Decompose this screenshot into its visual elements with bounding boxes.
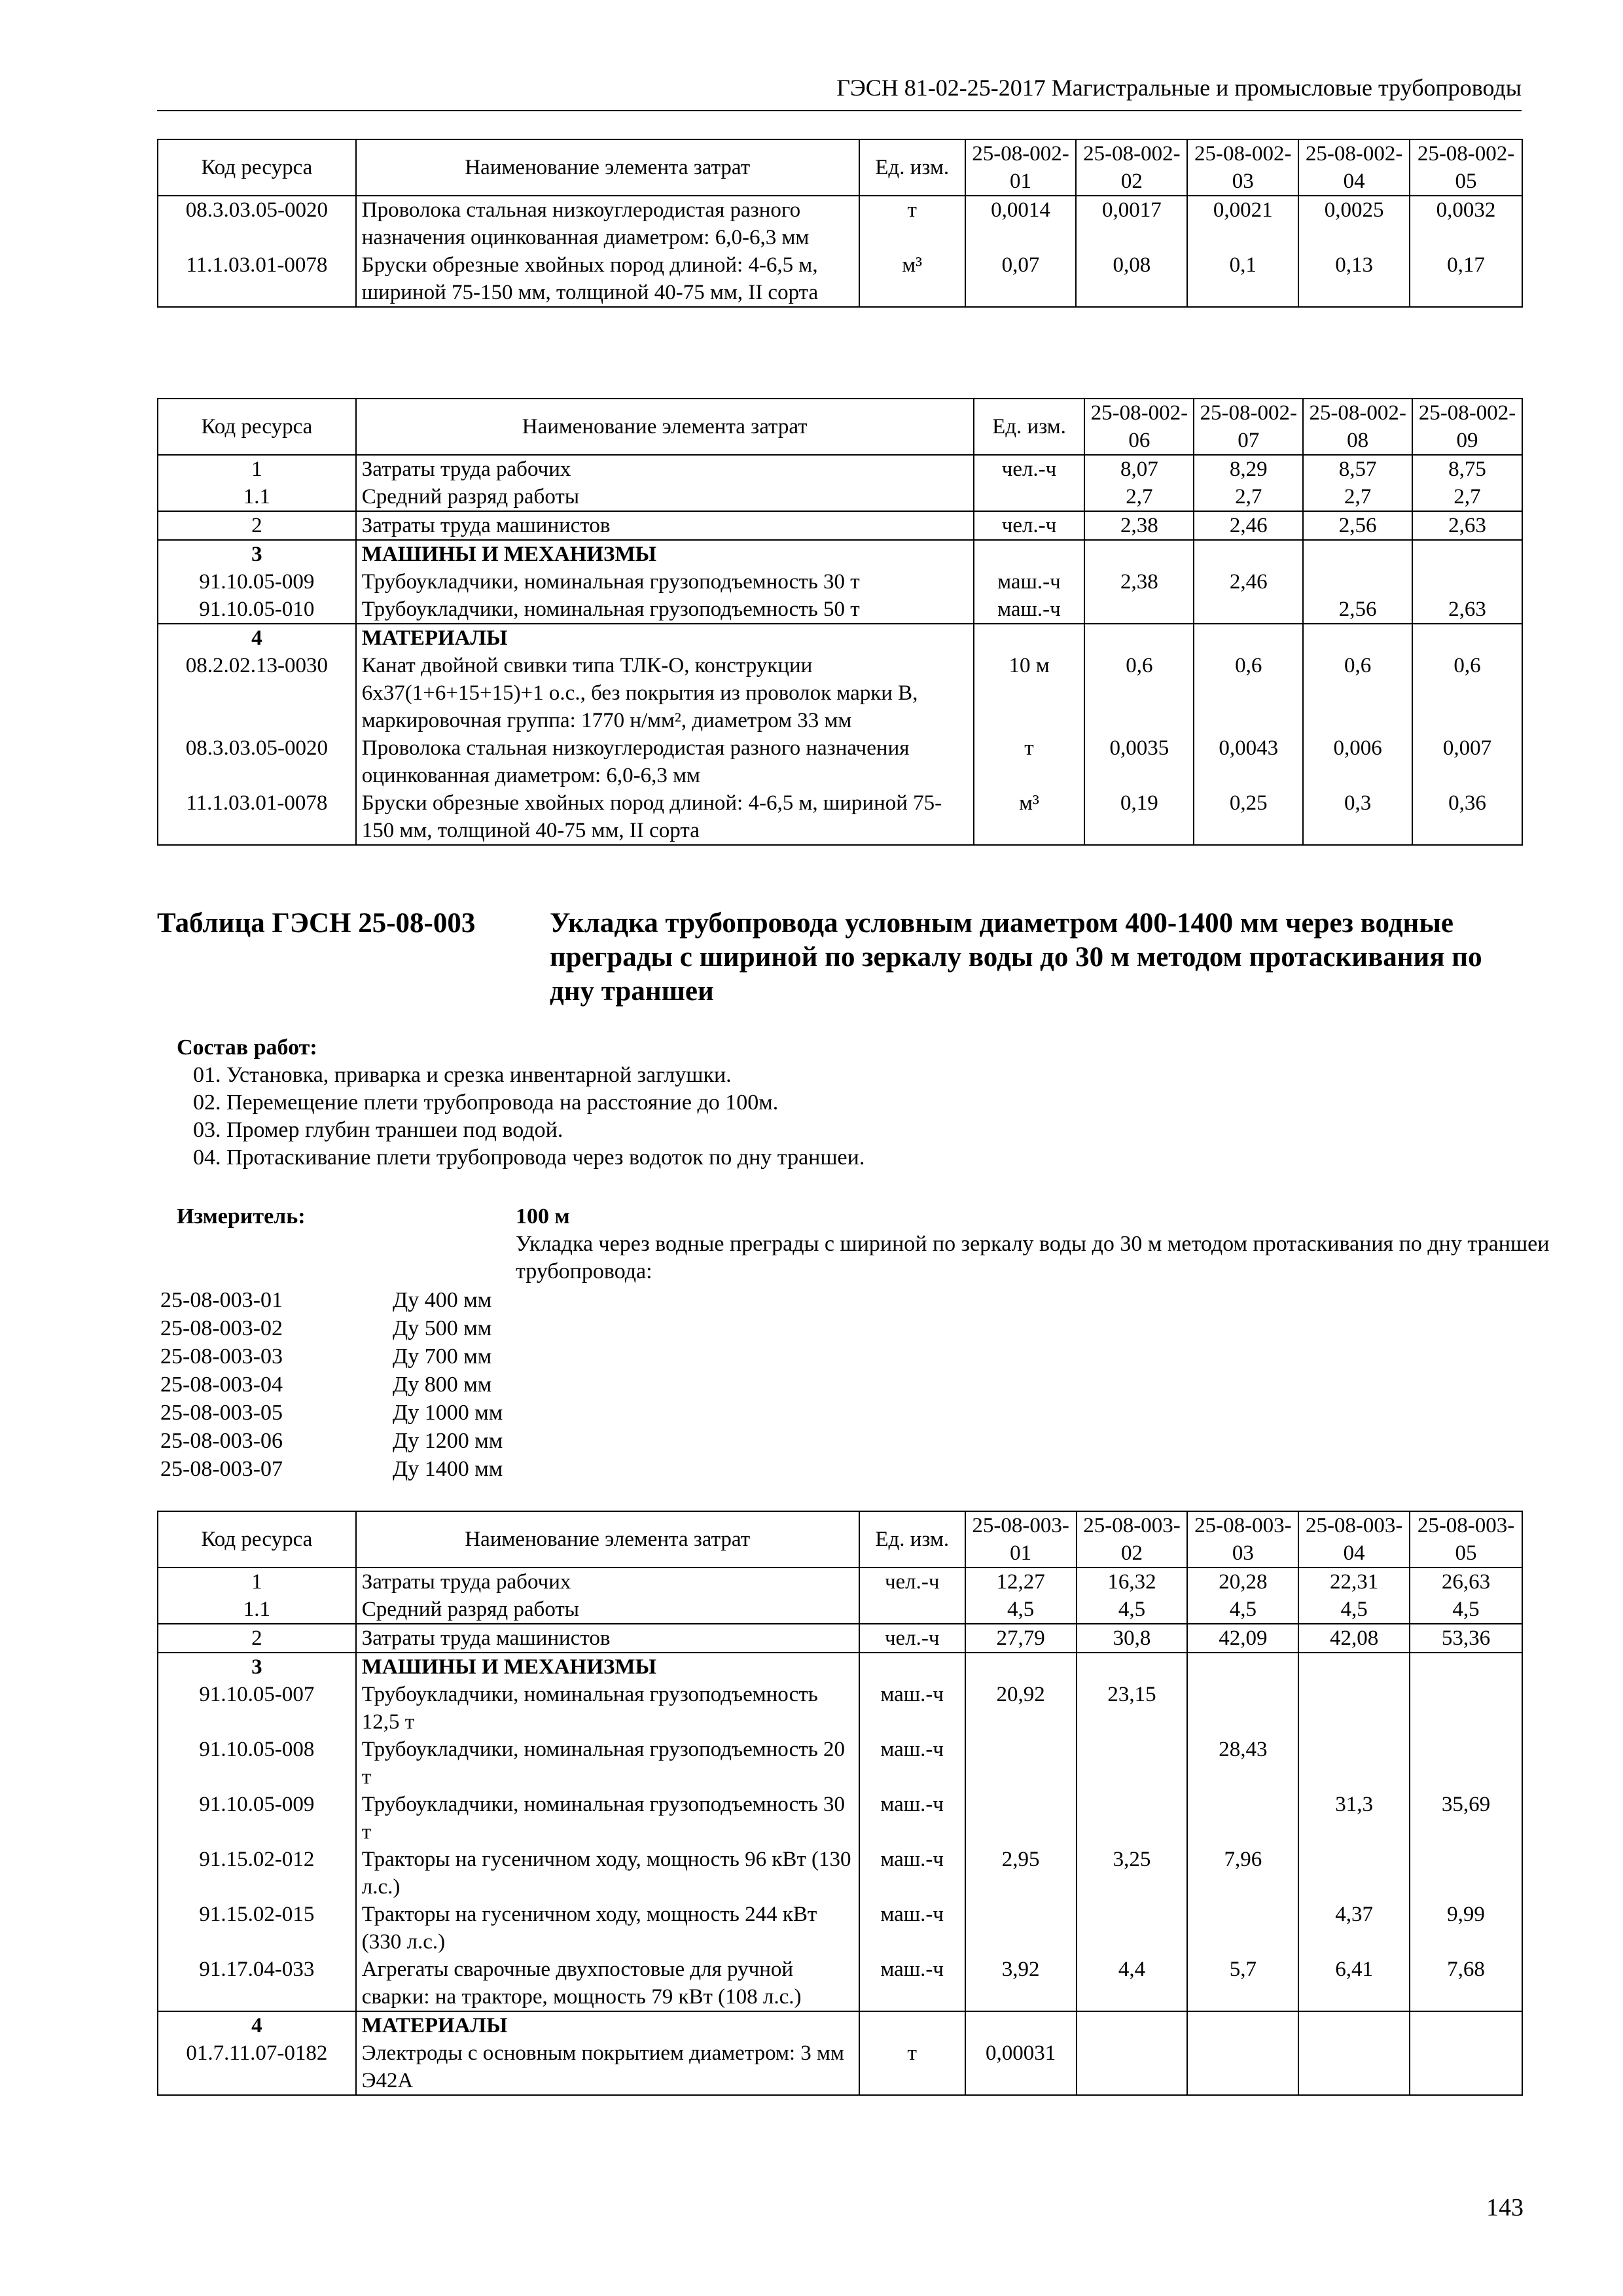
work-composition [177, 1034, 865, 1172]
norm-value [1077, 1791, 1188, 1846]
norm-value [1187, 1791, 1298, 1846]
cost-element-name: Тракторы на гусеничном ходу, мощность 96 кВт (130 л.с.) [356, 1846, 859, 1901]
work-item: 03. Промер глубин траншеи под водой. [193, 1118, 563, 1142]
work-item: 01. Установка, приварка и срезка инвентарной заглушки. [193, 1063, 732, 1087]
resource-code: 08.3.03.05-0020 [158, 196, 356, 251]
unit-of-measure [974, 624, 1085, 652]
unit-of-measure: маш.-ч [859, 1736, 965, 1791]
cost-table-25-08-003 [157, 1511, 1523, 2096]
norm-value: 0,0021 [1187, 196, 1298, 251]
norm-value: 6,41 [1298, 1956, 1410, 2011]
running-header [157, 73, 1522, 111]
norm-value: 42,08 [1298, 1624, 1410, 1653]
variant-row [160, 1455, 815, 1483]
page-number: 143 [1486, 2194, 1524, 2221]
norm-value [1084, 540, 1194, 568]
norm-value: 3,25 [1077, 1846, 1188, 1901]
meter-unit: 100 м [516, 1204, 570, 1229]
norm-value: 0,007 [1412, 734, 1522, 789]
table-row [158, 652, 1522, 734]
norm-value: 8,75 [1412, 455, 1522, 483]
resource-code: 4 [158, 624, 356, 652]
norm-value [1298, 1846, 1410, 1901]
norm-value [1410, 2039, 1522, 2095]
table-row [158, 196, 1522, 251]
unit-of-measure: чел.-ч [859, 1624, 965, 1653]
cost-element-name: Трубоукладчики, номинальная грузоподъемность 20 т [356, 1736, 859, 1791]
norm-value [1077, 2011, 1188, 2039]
work-item: 04. Протаскивание плети трубопровода через водоток по дну траншеи. [193, 1145, 865, 1170]
norm-value: 0,19 [1084, 789, 1194, 845]
column-header-norm: 25-08-002-03 [1187, 139, 1298, 196]
table-row [158, 540, 1522, 568]
unit-of-measure [859, 1596, 965, 1624]
unit-of-measure: маш.-ч [859, 1681, 965, 1736]
norm-value: 4,37 [1298, 1901, 1410, 1956]
norm-value: 0,0043 [1194, 734, 1303, 789]
norm-value: 0,3 [1303, 789, 1412, 845]
norm-value: 0,36 [1412, 789, 1522, 845]
cost-element-name: Бруски обрезные хвойных пород длиной: 4-6,5 м, шириной 75-150 мм, толщиной 40-75 мм, II сорта [356, 251, 859, 307]
unit-of-measure: маш.-ч [974, 568, 1085, 596]
norm-value: 0,6 [1084, 652, 1194, 734]
meter-description: Укладка через водные преграды с шириной по зеркалу воды до 30 м методом протаскивания по дну траншеи трубопровода: [516, 1232, 1550, 1283]
norm-value [1298, 1681, 1410, 1736]
cost-element-name: Проволока стальная низкоуглеродистая разного назначения оцинкованная диаметром: 6,0-6,3 мм [356, 196, 859, 251]
norm-value: 2,7 [1194, 483, 1303, 511]
resource-code: 1.1 [158, 1596, 356, 1624]
norm-value [1303, 540, 1412, 568]
resource-code: 1 [158, 1568, 356, 1596]
resource-code: 91.10.05-007 [158, 1681, 356, 1736]
cost-element-name: Затраты труда рабочих [356, 1568, 859, 1596]
unit-of-measure: маш.-ч [974, 596, 1085, 624]
norm-value: 0,6 [1303, 652, 1412, 734]
norm-value [965, 1736, 1077, 1791]
variant-description: Ду 1000 мм [393, 1401, 503, 1425]
column-header-norm: 25-08-003-02 [1077, 1511, 1188, 1568]
variant-code: 25-08-003-05 [160, 1401, 283, 1425]
header-row [158, 1511, 1522, 1568]
norm-value [965, 2011, 1077, 2039]
column-header-name: Наименование элемента затрат [356, 399, 974, 455]
variant-row [160, 1314, 815, 1342]
table-row [158, 1568, 1522, 1596]
norm-value: 3,92 [965, 1956, 1077, 2011]
table-row [158, 251, 1522, 307]
column-header-unit: Ед. изм. [859, 1511, 965, 1568]
norm-value [1194, 596, 1303, 624]
norm-value [965, 1901, 1077, 1956]
table-row [158, 1846, 1522, 1901]
variant-description: Ду 800 мм [393, 1372, 492, 1397]
table-row [158, 1596, 1522, 1624]
resource-code: 91.10.05-008 [158, 1736, 356, 1791]
norm-value: 0,1 [1187, 251, 1298, 307]
resource-code: 08.2.02.13-0030 [158, 652, 356, 734]
resource-code: 91.15.02-012 [158, 1846, 356, 1901]
norm-value [965, 1791, 1077, 1846]
cost-element-name: Трубоукладчики, номинальная грузоподъемность 12,5 т [356, 1681, 859, 1736]
table-row [158, 568, 1522, 596]
unit-of-measure: т [859, 2039, 965, 2095]
norm-value: 4,5 [1298, 1596, 1410, 1624]
norm-value: 2,7 [1412, 483, 1522, 511]
unit-of-measure: маш.-ч [859, 1956, 965, 2011]
cost-element-name: Затраты труда рабочих [356, 455, 974, 483]
column-header-norm: 25-08-003-01 [965, 1511, 1077, 1568]
column-header-norm: 25-08-003-03 [1187, 1511, 1298, 1568]
column-header-name: Наименование элемента затрат [356, 139, 859, 196]
norm-value: 0,25 [1194, 789, 1303, 845]
variant-code: 25-08-003-04 [160, 1372, 283, 1397]
table-title: Укладка трубопровода условным диаметром 400-1400 мм через водные преграды с шириной по зеркалу воды до 30 м методом протаскивания по дну траншеи [550, 908, 1482, 1007]
norm-value: 2,7 [1303, 483, 1412, 511]
unit-of-measure [859, 1653, 965, 1681]
table-row [158, 1624, 1522, 1653]
norm-value [1298, 2039, 1410, 2095]
norm-value: 0,0025 [1298, 196, 1410, 251]
variant-description: Ду 500 мм [393, 1316, 492, 1340]
column-header-code: Код ресурса [158, 399, 356, 455]
table-row [158, 483, 1522, 511]
norm-value: 8,57 [1303, 455, 1412, 483]
norm-value: 12,27 [965, 1568, 1077, 1596]
unit-of-measure: чел.-ч [859, 1568, 965, 1596]
table-row [158, 624, 1522, 652]
norm-value: 0,13 [1298, 251, 1410, 307]
norm-value: 42,09 [1187, 1624, 1298, 1653]
column-header-norm: 25-08-002-06 [1084, 399, 1194, 455]
norm-value [1077, 1901, 1188, 1956]
norm-value: 0,00031 [965, 2039, 1077, 2095]
cost-element-name: Трубоукладчики, номинальная грузоподъемность 30 т [356, 1791, 859, 1846]
norm-value [1298, 1736, 1410, 1791]
cost-table-25-08-002-part1 [157, 139, 1523, 308]
norm-value: 2,38 [1084, 568, 1194, 596]
variant-row [160, 1399, 815, 1427]
table-row [158, 1901, 1522, 1956]
resource-code: 2 [158, 1624, 356, 1653]
resource-code: 91.10.05-010 [158, 596, 356, 624]
norm-value: 35,69 [1410, 1791, 1522, 1846]
column-header-norm: 25-08-002-09 [1412, 399, 1522, 455]
unit-of-measure: м³ [859, 251, 965, 307]
resource-code: 3 [158, 1653, 356, 1681]
norm-value: 7,68 [1410, 1956, 1522, 2011]
cost-element-name: Проволока стальная низкоуглеродистая разного назначения оцинкованная диаметром: 6,0-6,3 мм [356, 734, 974, 789]
norm-value [965, 1653, 1077, 1681]
norm-value: 2,38 [1084, 511, 1194, 540]
cost-element-name: Трубоукладчики, номинальная грузоподъемность 50 т [356, 596, 974, 624]
resource-code: 08.3.03.05-0020 [158, 734, 356, 789]
variant-row [160, 1427, 815, 1455]
resource-code: 91.10.05-009 [158, 568, 356, 596]
unit-of-measure: маш.-ч [859, 1901, 965, 1956]
header-row [158, 139, 1522, 196]
table-row [158, 1681, 1522, 1736]
norm-value [1194, 624, 1303, 652]
cost-element-name: Бруски обрезные хвойных пород длиной: 4-6,5 м, шириной 75-150 мм, толщиной 40-75 мм, II сорта [356, 789, 974, 845]
norm-value [1410, 2011, 1522, 2039]
resource-code: 1.1 [158, 483, 356, 511]
table-row [158, 1956, 1522, 2011]
unit-of-measure: маш.-ч [859, 1846, 965, 1901]
variant-code: 25-08-003-01 [160, 1288, 283, 1312]
norm-value: 2,46 [1194, 511, 1303, 540]
cost-element-name: Агрегаты сварочные двухпостовые для ручной сварки: на тракторе, мощность 79 кВт (108 л.с.) [356, 1956, 859, 2011]
meter-label: Измеритель: [177, 1204, 306, 1229]
resource-code: 11.1.03.01-0078 [158, 251, 356, 307]
norm-value: 4,5 [1187, 1596, 1298, 1624]
norm-value: 28,43 [1187, 1736, 1298, 1791]
resource-code: 4 [158, 2011, 356, 2039]
norm-value: 4,4 [1077, 1956, 1188, 2011]
cost-element-name: Затраты труда машинистов [356, 1624, 859, 1653]
column-header-unit: Ед. изм. [974, 399, 1085, 455]
table-row [158, 734, 1522, 789]
column-header-norm: 25-08-002-01 [965, 139, 1077, 196]
work-item: 02. Перемещение плети трубопровода на расстояние до 100м. [193, 1090, 779, 1115]
norm-value: 27,79 [965, 1624, 1077, 1653]
norm-value: 20,28 [1187, 1568, 1298, 1596]
variant-description: Ду 1200 мм [393, 1429, 503, 1453]
norm-value: 31,3 [1298, 1791, 1410, 1846]
cost-element-name: Средний разряд работы [356, 483, 974, 511]
variant-description: Ду 1400 мм [393, 1457, 503, 1481]
norm-value: 26,63 [1410, 1568, 1522, 1596]
norm-value [1077, 2039, 1188, 2095]
cost-element-name: МАШИНЫ И МЕХАНИЗМЫ [356, 540, 974, 568]
norm-value: 9,99 [1410, 1901, 1522, 1956]
column-header-norm: 25-08-002-08 [1303, 399, 1412, 455]
norm-value [1077, 1736, 1188, 1791]
norm-value [1410, 1846, 1522, 1901]
norm-value: 0,08 [1076, 251, 1187, 307]
norm-value: 0,006 [1303, 734, 1412, 789]
column-header-name: Наименование элемента затрат [356, 1511, 859, 1568]
norm-value: 0,0032 [1410, 196, 1522, 251]
cost-element-name: Тракторы на гусеничном ходу, мощность 244 кВт (330 л.с.) [356, 1901, 859, 1956]
table-row [158, 1791, 1522, 1846]
column-header-unit: Ед. изм. [859, 139, 965, 196]
column-header-code: Код ресурса [158, 1511, 356, 1568]
table-row [158, 455, 1522, 483]
norm-value: 2,56 [1303, 511, 1412, 540]
header-row [158, 399, 1522, 455]
norm-value: 2,7 [1084, 483, 1194, 511]
norm-value: 23,15 [1077, 1681, 1188, 1736]
norm-value [1187, 2011, 1298, 2039]
norm-value [1194, 540, 1303, 568]
norm-value [1187, 1901, 1298, 1956]
norm-value: 0,6 [1194, 652, 1303, 734]
norm-value [1084, 596, 1194, 624]
norm-value [1187, 1653, 1298, 1681]
resource-code: 91.10.05-009 [158, 1791, 356, 1846]
unit-of-measure: т [859, 196, 965, 251]
resource-code: 3 [158, 540, 356, 568]
unit-of-measure [974, 540, 1085, 568]
table-row [158, 511, 1522, 540]
variant-description: Ду 700 мм [393, 1344, 492, 1369]
cost-element-name: Затраты труда машинистов [356, 511, 974, 540]
column-header-norm: 25-08-003-05 [1410, 1511, 1522, 1568]
norm-value: 7,96 [1187, 1846, 1298, 1901]
variant-code: 25-08-003-07 [160, 1457, 283, 1481]
unit-of-measure [974, 483, 1085, 511]
table-row [158, 1736, 1522, 1791]
norm-value [1412, 540, 1522, 568]
norm-value: 5,7 [1187, 1956, 1298, 2011]
variant-code: 25-08-003-06 [160, 1429, 283, 1453]
column-header-code: Код ресурса [158, 139, 356, 196]
norm-value: 4,5 [1410, 1596, 1522, 1624]
unit-of-measure: м³ [974, 789, 1085, 845]
norm-value: 2,63 [1412, 511, 1522, 540]
variant-row [160, 1371, 815, 1399]
unit-of-measure: т [974, 734, 1085, 789]
cost-table-25-08-002-part2 [157, 398, 1523, 846]
variant-list [160, 1286, 815, 1483]
norm-value: 0,0014 [965, 196, 1077, 251]
table-row [158, 789, 1522, 845]
table-row [158, 596, 1522, 624]
cost-element-name: Электроды с основным покрытием диаметром: 3 мм Э42А [356, 2039, 859, 2095]
unit-of-measure [859, 2011, 965, 2039]
norm-value: 8,29 [1194, 455, 1303, 483]
norm-value [1410, 1653, 1522, 1681]
norm-value [1410, 1681, 1522, 1736]
unit-of-measure: маш.-ч [859, 1791, 965, 1846]
unit-of-measure: 10 м [974, 652, 1085, 734]
variant-description: Ду 400 мм [393, 1288, 492, 1312]
resource-code: 01.7.11.07-0182 [158, 2039, 356, 2095]
resource-code: 2 [158, 511, 356, 540]
variant-row [160, 1286, 815, 1314]
norm-value: 2,56 [1303, 596, 1412, 624]
norm-value [1410, 1736, 1522, 1791]
norm-value [1303, 568, 1412, 596]
table-row [158, 1653, 1522, 1681]
norm-value [1412, 568, 1522, 596]
column-header-norm: 25-08-002-05 [1410, 139, 1522, 196]
norm-value: 0,6 [1412, 652, 1522, 734]
cost-element-name: МАШИНЫ И МЕХАНИЗМЫ [356, 1653, 859, 1681]
variant-row [160, 1342, 815, 1371]
norm-value: 22,31 [1298, 1568, 1410, 1596]
norm-value [1077, 1653, 1188, 1681]
norm-value: 20,92 [965, 1681, 1077, 1736]
norm-value: 2,63 [1412, 596, 1522, 624]
variant-code: 25-08-003-02 [160, 1316, 283, 1340]
cost-element-name: Средний разряд работы [356, 1596, 859, 1624]
work-composition-title: Состав работ: [177, 1035, 317, 1060]
cost-element-name: Канат двойной свивки типа ТЛК-О, конструкции 6х37(1+6+15+15)+1 о.с., без покрытия из проволок марки В, маркировочная группа: 1770 н/мм², диаметром 33 мм [356, 652, 974, 734]
document-title: ГЭСН 81-02-25-2017 Магистральные и промысловые трубопроводы [836, 75, 1522, 101]
norm-value [1303, 624, 1412, 652]
norm-value: 0,0017 [1076, 196, 1187, 251]
resource-code: 1 [158, 455, 356, 483]
norm-value: 16,32 [1077, 1568, 1188, 1596]
norm-value [1084, 624, 1194, 652]
norm-value: 53,36 [1410, 1624, 1522, 1653]
column-header-norm: 25-08-002-04 [1298, 139, 1410, 196]
norm-value: 30,8 [1077, 1624, 1188, 1653]
table-row [158, 2039, 1522, 2095]
cost-element-name: МАТЕРИАЛЫ [356, 624, 974, 652]
norm-value [1412, 624, 1522, 652]
norm-value: 2,95 [965, 1846, 1077, 1901]
table-row [158, 2011, 1522, 2039]
unit-of-measure: чел.-ч [974, 511, 1085, 540]
column-header-norm: 25-08-002-07 [1194, 399, 1303, 455]
resource-code: 91.15.02-015 [158, 1901, 356, 1956]
norm-value: 0,07 [965, 251, 1077, 307]
norm-value [1187, 1681, 1298, 1736]
table-number: Таблица ГЭСН 25-08-003 [157, 908, 476, 939]
norm-value: 0,17 [1410, 251, 1522, 307]
resource-code: 11.1.03.01-0078 [158, 789, 356, 845]
resource-code: 91.17.04-033 [158, 1956, 356, 2011]
column-header-norm: 25-08-002-02 [1076, 139, 1187, 196]
norm-value: 8,07 [1084, 455, 1194, 483]
cost-element-name: Трубоукладчики, номинальная грузоподъемность 30 т [356, 568, 974, 596]
norm-value: 4,5 [965, 1596, 1077, 1624]
norm-value: 2,46 [1194, 568, 1303, 596]
norm-value [1298, 1653, 1410, 1681]
norm-value: 4,5 [1077, 1596, 1188, 1624]
unit-of-measure: чел.-ч [974, 455, 1085, 483]
column-header-norm: 25-08-003-04 [1298, 1511, 1410, 1568]
norm-value [1187, 2039, 1298, 2095]
variant-code: 25-08-003-03 [160, 1344, 283, 1369]
cost-element-name: МАТЕРИАЛЫ [356, 2011, 859, 2039]
norm-value [1298, 2011, 1410, 2039]
norm-value: 0,0035 [1084, 734, 1194, 789]
